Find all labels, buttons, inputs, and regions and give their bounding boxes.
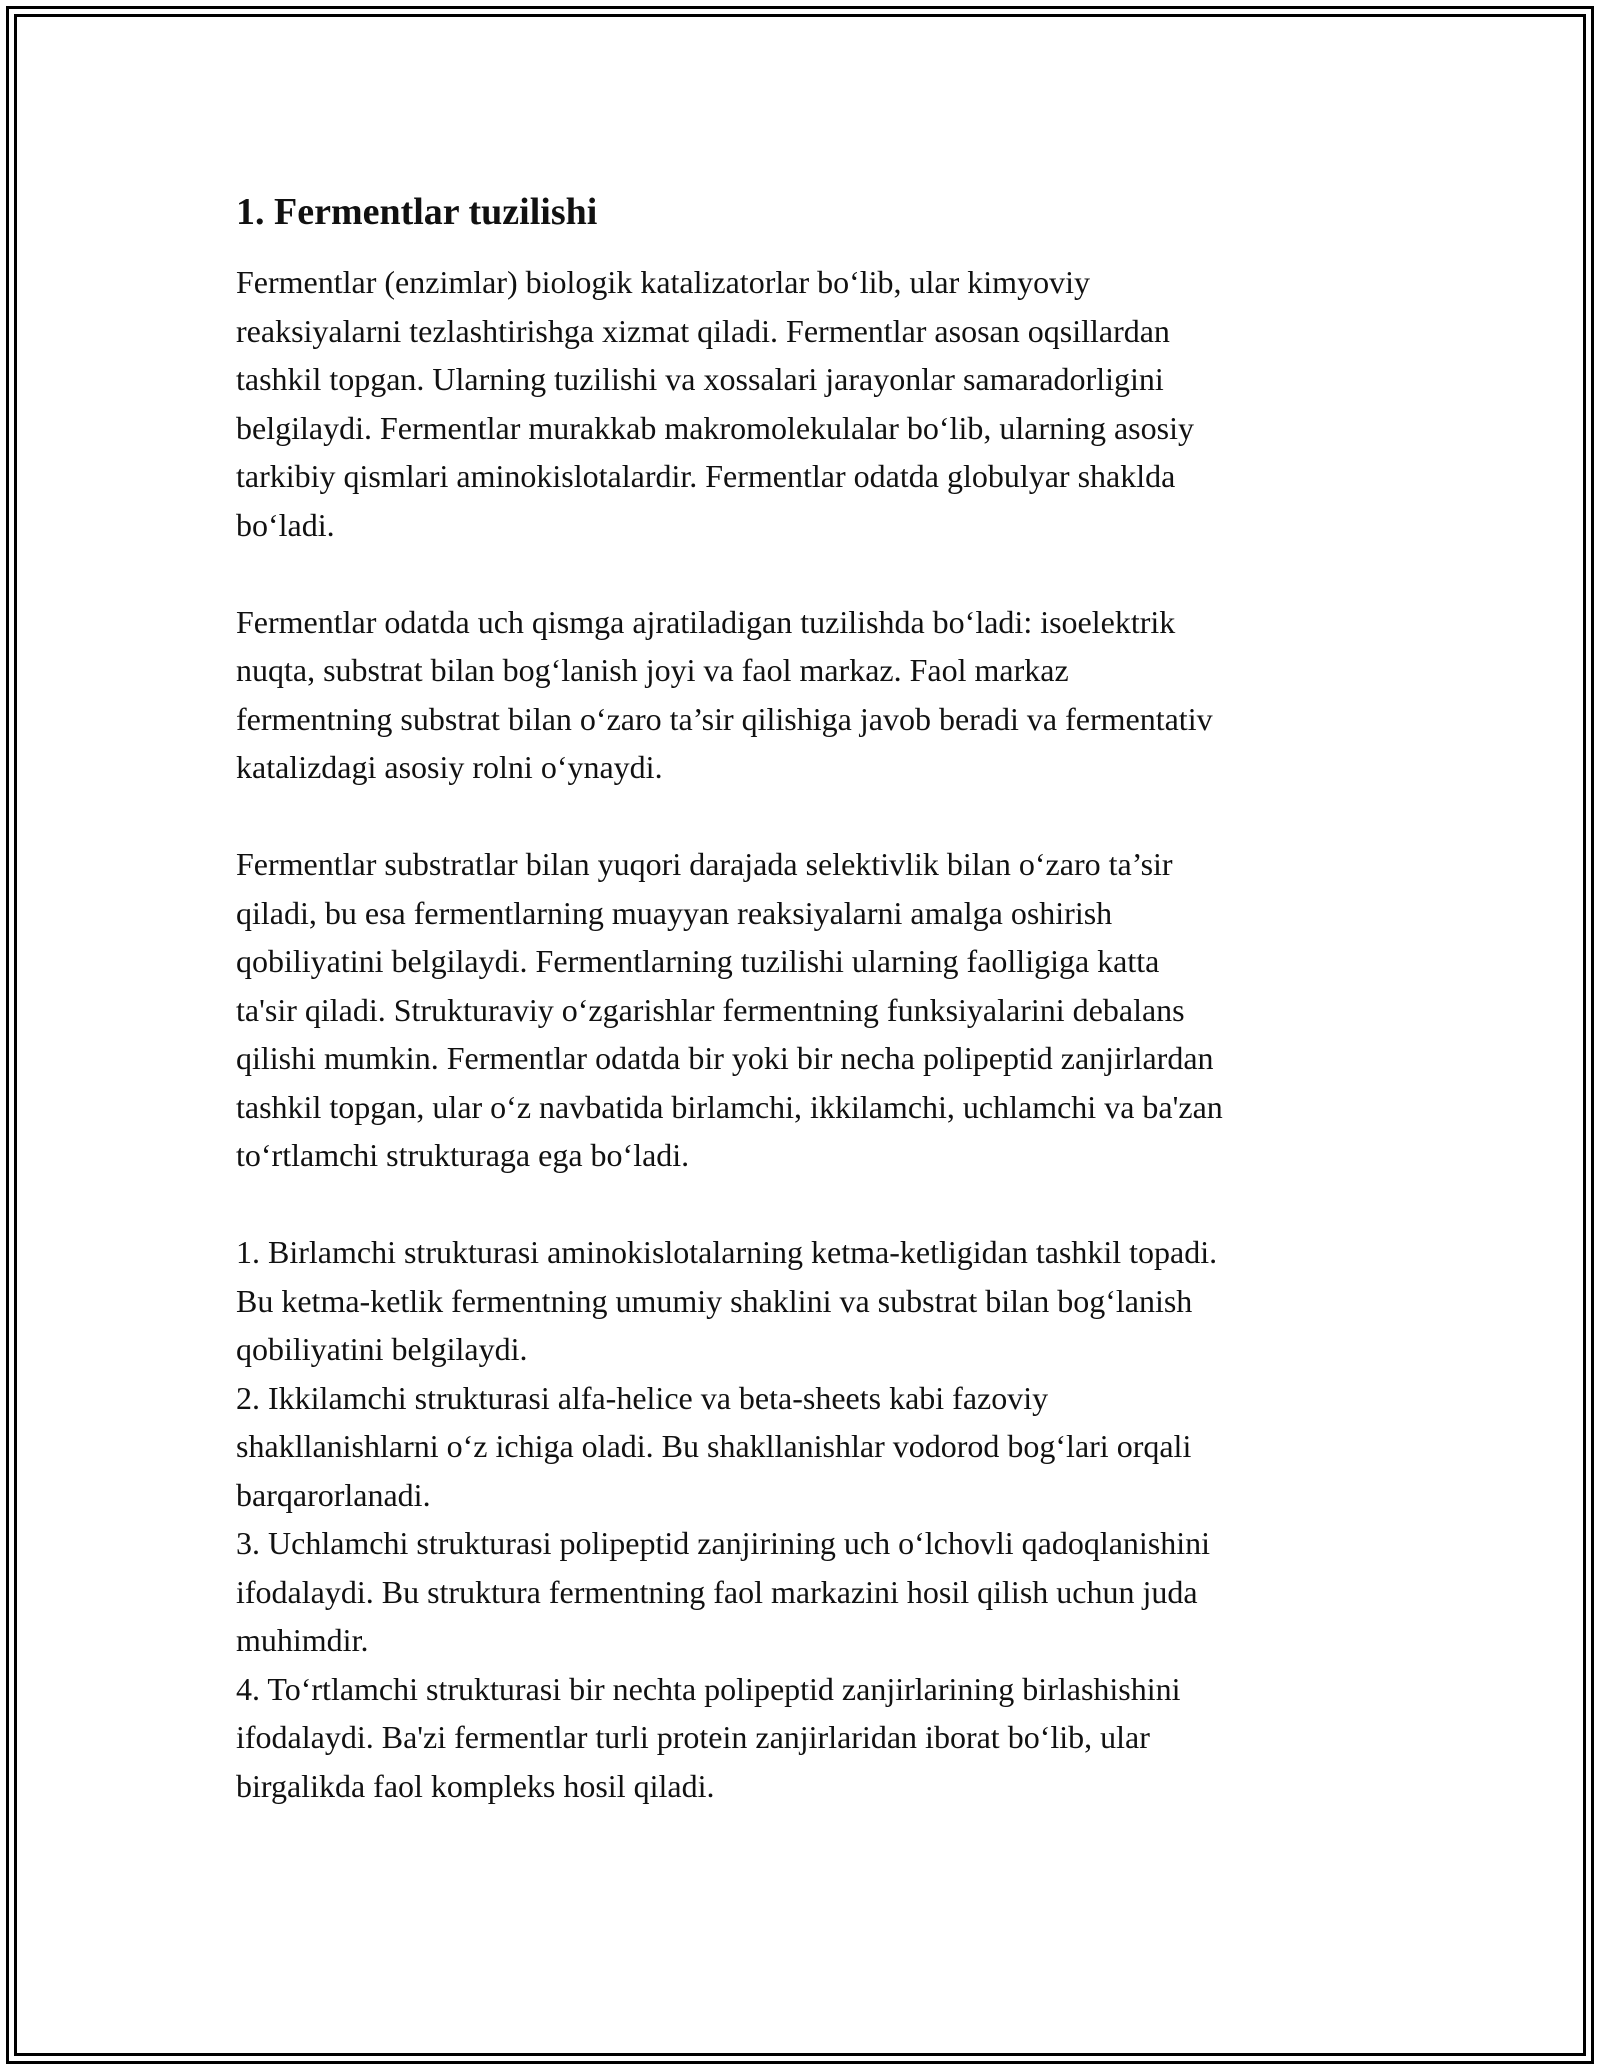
text-line: to‘rtlamchi strukturaga ega bo‘ladi. bbox=[236, 1137, 690, 1173]
paragraph bbox=[236, 258, 1386, 549]
text-line: 1. Birlamchi strukturasi aminokislotalarning ketma-ketligidan tashkil topadi. bbox=[236, 1234, 1218, 1270]
text-line: 3. Uchlamchi strukturasi polipeptid zanjirining uch o‘lchovli qadoqlanishini bbox=[236, 1525, 1211, 1561]
text-line: qobiliyatini belgilaydi. bbox=[236, 1331, 528, 1367]
paragraph-gap bbox=[236, 549, 1386, 598]
text-line: qiladi, bu esa fermentlarning muayyan reaksiyalarni amalga oshirish bbox=[236, 894, 1113, 931]
text-line: qobiliyatini belgilaydi. Fermentlarning tuzilishi ularning faolligiga katta bbox=[236, 943, 1160, 979]
text-line: Bu ketma-ketlik fermentning umumiy shaklini va substrat bilan bog‘lanish bbox=[236, 1282, 1193, 1319]
text-line: bo‘ladi. bbox=[236, 506, 335, 543]
text-line: 2. Ikkilamchi strukturasi alfa-helice va beta-sheets kabi fazoviy bbox=[236, 1379, 1049, 1416]
text-line: Fermentlar substratlar bilan yuqori darajada selektivlik bilan o‘zaro ta’sir bbox=[236, 846, 1173, 882]
section-heading: 1. Fermentlar tuzilishi bbox=[236, 191, 598, 233]
text-line: muhimdir. bbox=[236, 1622, 369, 1658]
text-line: tarkibiy qismlari aminokislotalardir. Fermentlar odatda globulyar shaklda bbox=[236, 458, 1176, 494]
text-line: fermentning substrat bilan o‘zaro ta’sir qilishiga javob beradi va fermentativ bbox=[236, 700, 1213, 737]
text-line: belgilaydi. Fermentlar murakkab makromolekulalar bo‘lib, ularning asosiy bbox=[236, 409, 1194, 446]
text-line: katalizdagi asosiy rolni o‘ynaydi. bbox=[236, 749, 663, 785]
text-line: ifodalaydi. Bu struktura fermentning faol markazini hosil qilish uchun juda bbox=[236, 1573, 1198, 1610]
text-line: ta'sir qiladi. Strukturaviy o‘zgarishlar fermentning funksiyalarini debalans bbox=[236, 991, 1185, 1028]
text-line: 4. To‘rtlamchi strukturasi bir nechta polipeptid zanjirlarining birlashishini bbox=[236, 1670, 1181, 1707]
text-line: Fermentlar (enzimlar) biologik katalizatorlar bo‘lib, ular kimyoviy bbox=[236, 264, 1090, 300]
document-body bbox=[236, 186, 1386, 1810]
text-line: qilishi mumkin. Fermentlar odatda bir yoki bir necha polipeptid zanjirlardan bbox=[236, 1040, 1214, 1076]
text-line: ifodalaydi. Ba'zi fermentlar turli protein zanjirlaridan iborat bo‘lib, ular bbox=[236, 1719, 1150, 1755]
text-line: barqarorlanadi. bbox=[236, 1476, 431, 1513]
text-line: tashkil topgan. Ularning tuzilishi va xossalari jarayonlar samaradorligini bbox=[236, 361, 1164, 397]
text-line: Fermentlar odatda uch qismga ajratiladigan tuzilishda bo‘ladi: isoelektrik bbox=[236, 603, 1176, 640]
text-line: tashkil topgan, ular o‘z navbatida birlamchi, ikkilamchi, uchlamchi va ba'zan bbox=[236, 1088, 1223, 1125]
text-line: reaksiyalarni tezlashtirishga xizmat qiladi. Fermentlar asosan oqsillardan bbox=[236, 312, 1170, 349]
text-line: shakllanishlarni o‘z ichiga oladi. Bu shakllanishlar vodorod bog‘lari orqali bbox=[236, 1428, 1192, 1464]
paragraph-gap bbox=[236, 792, 1386, 841]
text-line: birgalikda faol kompleks hosil qiladi. bbox=[236, 1767, 715, 1804]
paragraph-container bbox=[236, 258, 1386, 1810]
text-line: nuqta, substrat bilan bog‘lanish joyi va faol markaz. Faol markaz bbox=[236, 652, 1069, 688]
paragraph-gap bbox=[236, 1180, 1386, 1229]
paragraph bbox=[236, 598, 1386, 792]
paragraph bbox=[236, 840, 1386, 1180]
paragraph bbox=[236, 1228, 1386, 1810]
